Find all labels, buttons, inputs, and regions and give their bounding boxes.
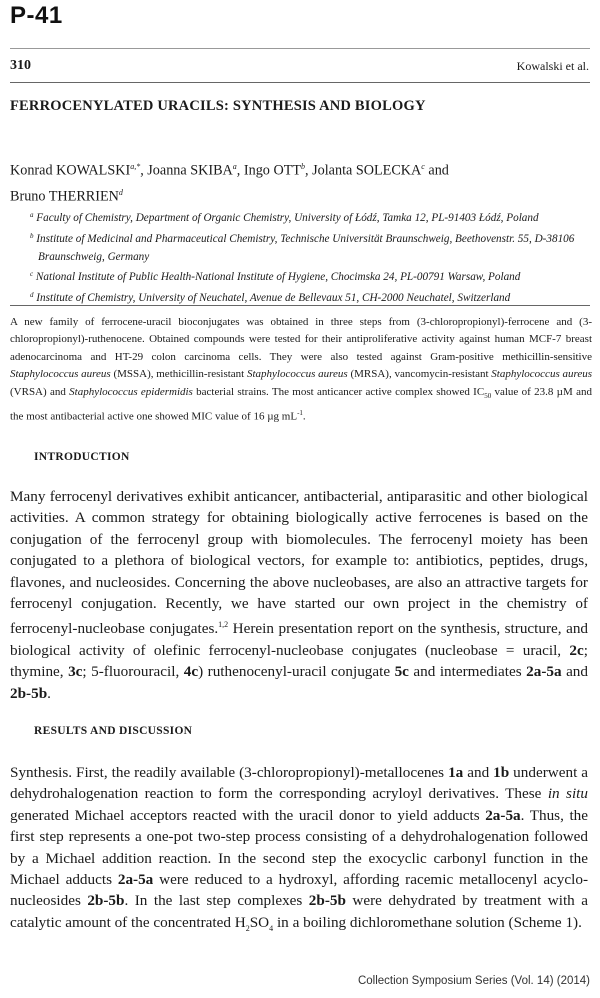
- paper-title: FERROCENYLATED URACILS: SYNTHESIS AND BIOLOGY: [10, 98, 426, 114]
- abstract: A new family of ferrocene-uracil bioconjugates was obtained in three steps from (3-chloropropionyl)-ferrocene and (3-chloropropionyl)-ruthenocene. Obtained compounds were tested for their antiproliferative activity against human MCF-7 breast adenocarcinoma and HT-29 colon carcinoma cells. They were also tested against Gram-positive methicillin-sensitive Staphylococcus aureus (MSSA), methicillin-resistant Staphylococcus aureus (MRSA), vancomycin-resistant Staphylococcus aureus (VRSA) and Staphylococcus epidermidis bacterial strains. The most anticancer active complex showed $IC_{50}$ value of 23.8 µM and the most antibacterial active one showed MIC value of 16 µg $mL^{-1}$.: [10, 316, 593, 423]
- affiliation-list: [30, 207, 590, 308]
- author-affiliation-mark: a: [232, 162, 237, 171]
- affiliation: $^b$ Institute of Medicinal and Pharmaceutical Chemistry, Technische Universität Braunschweig, Beethovenstr. 55, D-38106 Braunschweig, Germany: [30, 231, 575, 263]
- affiliation: $^d$ Institute of Chemistry, University of Neuchatel, Avenue de Bellevaux 51, CH-2000 Neuchatel, Switzerland: [30, 291, 511, 305]
- running-head: Kowalski et al.: [516, 59, 589, 73]
- affiliation: $^a$ Faculty of Chemistry, Department of Organic Chemistry, University of Łódź, Tamka 12, PL-91403 Łódź, Poland: [30, 211, 539, 224]
- author-name: Bruno THERRIEN: [10, 188, 119, 205]
- divider-abstract: [10, 305, 590, 306]
- author-list: Konrad $KOWALSKI^{a,*}$, Joanna SKIBA$^a$, Ingo OTT$^b$, Jolanta SOLECKA$^c$ and Bruno THERRIEN$^d$: [10, 162, 449, 205]
- author-name: Joanna SKIBA: [147, 162, 233, 179]
- page-number: 310: [10, 58, 31, 73]
- results-text: Synthesis. First, the readily available (3-chloropropionyl)-metallocenes 1a and 1b underwent a dehydrohalogenation reaction to form the corresponding acryloyl derivatives. These in situ generated Michael acceptors reacted with the uracil donor to yield adducts 2a-5a. Thus, the first step represents a one-pot two-step process consisting of a dehydrohalogenation followed by a Michael addition reaction. In the second step the exocyclic carbonyl function in the Michael adducts 2a-5a were reduced to a hydroxyl, affording racemic metallocenyl acyclo-nucleosides 2b-5b. In the last step complexes 2b-5b were dehydrated by treatment with a catalytic amount of the concentrated $H_2SO_4$ in a boiling dichloromethane solution (Scheme 1).: [10, 764, 589, 933]
- author-name: Jolanta SOLECKA: [312, 162, 422, 179]
- divider-header: [10, 82, 590, 83]
- author-name: Ingo OTT: [243, 162, 302, 179]
- section-heading-introduction: INTRODUCTION: [34, 451, 130, 463]
- poster-code: P-41: [10, 2, 63, 29]
- divider-top: [10, 48, 590, 49]
- citation-ref: 1,2: [218, 620, 229, 630]
- author-affiliation-mark: b: [301, 162, 306, 171]
- footer-citation: Collection Symposium Series (Vol. 14) (2014): [357, 975, 590, 987]
- introduction-text: Many ferrocenyl derivatives exhibit anticancer, antibacterial, antiparasitic and other biological activities. A common strategy for obtaining biologically active ferrocenes is based on the conjugation of the ferrocenyl group with biomolecules. The ferrocenyl moiety has been conjugated to a plethora of biological vectors, for example to: antibiotics, peptides, drugs, flavones, and nucleosides. Concerning the above nucleobases, are also an attractive targets for ferrocenyl conjugation. Recently, we have started our own project in the chemistry of ferrocenyl-nucleobase conjugates.$^{1,2}$ Herein presentation report on the synthesis, structure, and biological activity of olefinic ferrocenyl-nucleobase conjugates (nucleobase = uracil, 2c; thymine, 3c; 5-fluorouracil, 4c) ruthenocenyl-uracil conjugate 5c and intermediates 2a-5a and 2b-5b.: [10, 488, 589, 702]
- affiliation: $^c$ National Institute of Public Health-National Institute of Hygiene, Chocimska 24, PL-00791 Warsaw, Poland: [30, 270, 521, 284]
- section-heading-results: RESULTS AND DISCUSSION: [34, 725, 193, 737]
- author-name: Konrad KOWALSKI: [10, 162, 131, 179]
- author-affiliation-mark: a,*: [130, 162, 141, 171]
- author-affiliation-mark: d: [118, 187, 123, 197]
- author-affiliation-mark: c: [421, 162, 425, 171]
